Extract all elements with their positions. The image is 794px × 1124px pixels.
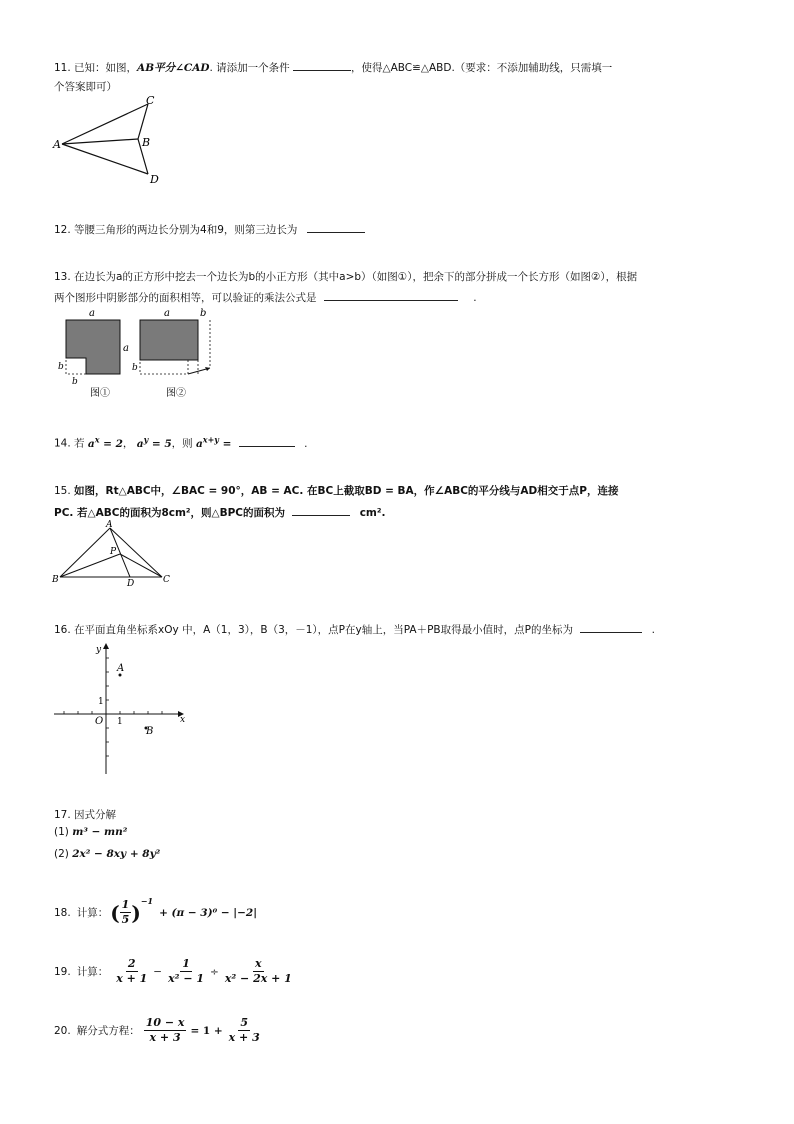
q16-line: 16. 在平面直角坐标系xOy 中，A（1，3），B（3，－1），点P在y轴上，当PA＋PB取得最小值时，点P的坐标为 . (54, 621, 655, 637)
q15-line2: PC. 若△ABC的面积为8cm²，则△BPC的面积为 cm². (54, 504, 385, 520)
q14-line: 14. 若 $a^x = 2$， $a^y = 5$，则 $a^{x+y}$ = . (54, 434, 308, 450)
fig2-caption: 图② (166, 388, 186, 399)
q17-title: 17. 因式分解 (54, 809, 117, 821)
fig1-caption: 图① (90, 388, 110, 399)
axis-label-y: y (96, 645, 102, 655)
fig1-label-b-side: b (58, 362, 64, 372)
question-number: 14. (54, 437, 71, 450)
fraction-2: $\frac{5}{x + 3}$ (228, 1016, 260, 1044)
fraction-1: $\frac{2}{x + 1}$ (116, 957, 148, 985)
label-a: A (106, 520, 113, 530)
q11-line2: 个答案即可） (54, 81, 117, 93)
answer-blank[interactable] (324, 289, 458, 301)
answer-blank[interactable] (307, 221, 365, 233)
question-number: 16. (54, 624, 71, 636)
fig1-label-a-side: a (123, 343, 129, 354)
fig2-label-a: a (164, 308, 170, 319)
question-number: 17. (54, 809, 71, 821)
label-b: B (142, 136, 151, 149)
question-number: 15. (54, 485, 71, 497)
answer-blank[interactable] (292, 504, 350, 516)
q17-item2: (2) 2x² − 8xy + 8y² (54, 848, 161, 860)
question-number: 20. (54, 1024, 71, 1037)
fig2-label-b-side: b (132, 363, 138, 373)
expr-ax: $a^x = 2$ (87, 434, 123, 450)
tick-label-x1: 1 (117, 717, 123, 727)
q13-line1: 13. 在边长为a的正方形中挖去一个边长为b的小正方形（其中a>b）（如图①），把余下的部分拼成一个长方形（如图②），根据 (54, 271, 638, 283)
q15-figure (50, 520, 176, 586)
question-number: 18. (54, 906, 71, 919)
label-a: A (53, 138, 61, 151)
question-number: 11. (54, 62, 71, 74)
answer-blank[interactable] (239, 435, 295, 447)
fig2-label-b-top: b (200, 308, 207, 319)
fraction-3: $\frac{x}{\text{x² − 2x + 1}}$ (224, 957, 292, 985)
math-expression: AB平分∠CAD (137, 62, 210, 74)
label-c: C (146, 94, 155, 107)
q19-line: 19. 计算： $\frac{2}{x + 1}$ − $\frac{1}{\text{x² − 1}}$ ÷ $\frac{x}{\text{x² − 2x + 1}}$ (54, 957, 292, 985)
q18-line: 18. 计算： ( $\frac{1}{5}$ ) $^{-1}$ + (π − 3)⁰ − |−2| (54, 896, 258, 926)
question-number: 13. (54, 271, 71, 283)
q11-figure (50, 94, 170, 188)
expr-ay: $a^y = 5$ (136, 434, 172, 450)
q15-line1: 15. 如图，Rt△ABC中，∠BAC = 90°，AB = AC. 在BC上截取BD = BA，作∠ABC的平分线与AD相交于点P，连接 (54, 485, 619, 497)
q20-line: 20. 解分式方程： $\frac{10 - x}{x + 3}$ = 1 + $\frac{5}{x + 3}$ (54, 1016, 260, 1044)
fraction-2: $\frac{1}{\text{x² − 1}}$ (168, 957, 205, 985)
q13-figures (54, 306, 224, 400)
label-c: C (163, 575, 170, 585)
label-d: D (150, 173, 159, 186)
fraction-1: $\frac{10 - x}{x + 3}$ (145, 1016, 185, 1044)
origin-label: O (95, 716, 104, 727)
expr-axy: $a^{x+y}$ = (195, 434, 232, 450)
q13-line2: 两个图形中阴影部分的面积相等，可以验证的乘法公式是 . (54, 289, 477, 305)
label-point-a: A (117, 663, 125, 674)
label-point-b: B (146, 726, 154, 737)
fig1-label-a-top: a (89, 308, 95, 319)
label-d: D (127, 579, 135, 586)
tick-label-y1: 1 (98, 697, 104, 707)
q11-line1: 11. 已知：如图，AB平分∠CAD. 请添加一个条件 ，使得△ABC≌△ABD.（要求：不添加辅助线，只需填一 (54, 59, 612, 75)
label-p: P (110, 547, 117, 557)
answer-blank[interactable] (580, 621, 642, 633)
answer-blank[interactable] (293, 59, 351, 71)
fig1-label-b-bottom: b (72, 377, 78, 387)
label-b: B (52, 575, 59, 585)
question-number: 12. (54, 224, 71, 236)
exponent: −1 (140, 896, 154, 906)
question-number: 19. (54, 965, 71, 978)
axis-label-x: x (180, 715, 186, 725)
q12-line: 12. 等腰三角形的两边长分别为4和9，则第三边长为 (54, 221, 365, 237)
q17-item1: (1) m³ − mn² (54, 826, 128, 838)
fraction-one-fifth: $\frac{1}{5}$ (121, 898, 130, 926)
q16-coordinate-plane (50, 638, 190, 778)
